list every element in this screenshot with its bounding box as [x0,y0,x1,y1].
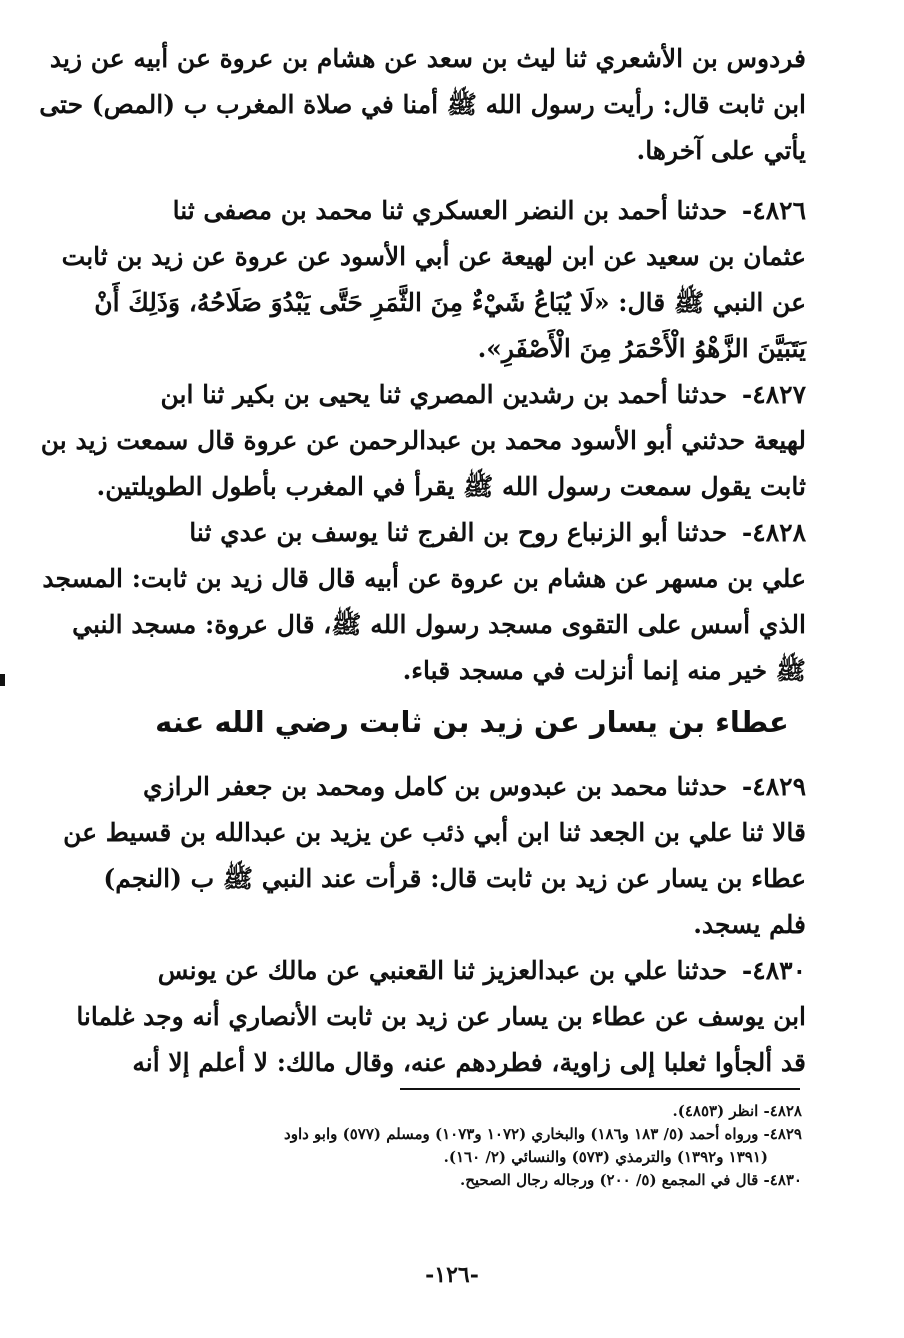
text-line: الذي أسس على التقوى مسجد رسول الله ﷺ، قال عروة: مسجد النبي [72,610,806,639]
text-line: يأتي على آخرها. [636,136,806,165]
hadith-4828 [42,510,806,694]
text-line [138,188,806,234]
hadith-number: ٤٨٢٦- [741,196,806,225]
hadith-text: حدثنا محمد بن عبدوس بن كامل ومحمد بن جعفر الرازي [142,772,728,801]
page-number: -١٢٦- [425,1262,479,1288]
text-line: عطاء بن يسار عن زيد بن ثابت قال: قرأت عند النبي ﷺ ب (النجم) [103,864,806,893]
text-line: ثابت يقول سمعت رسول الله ﷺ يقرأ في المغرب بأطول الطويلتين. [96,472,806,501]
footnote-4829: ٤٨٢٩- ورواه أحمد (٥/ ١٨٣ و١٨٦) والبخاري (١٠٧٢ و١٠٧٣) ومسلم (٥٧٧) وابو داود [284,1125,802,1143]
text-line [138,372,806,418]
text-line [138,764,806,810]
hadith-text: حدثنا أبو الزنباع روح بن الفرج ثنا يوسف بن عدي ثنا [189,518,728,547]
hadith-4827 [40,372,806,510]
hadith-text: حدثنا علي بن عبدالعزيز ثنا القعنبي عن مالك عن يونس [157,956,728,985]
footnotes [284,1100,802,1192]
paragraph-continued [39,36,806,174]
hadith-number: ٤٨٢٩- [741,772,806,801]
text-line: ابن ثابت قال: رأيت رسول الله ﷺ أمنا في صلاة المغرب ب (المص) حتى [39,90,806,119]
text-line: يَتَبَيَّنَ الزَّهْوُ الْأَحْمَرُ مِنَ الْأَصْفَرِ». [477,334,806,363]
hadith-number: ٤٨٣٠- [741,956,806,985]
text-line: قد ألجأوا ثعلبا إلى زاوية، فطردهم عنه، وقال مالك: لا أعلم إلا أنه [132,1048,806,1077]
hadith-4826 [61,188,806,372]
text-line: قالا ثنا علي بن الجعد ثنا ابن أبي ذئب عن يزيد بن عبدالله بن قسيط عن [63,818,806,847]
hadith-4829 [63,764,806,948]
text-line: لهيعة حدثني أبو الأسود محمد بن عبدالرحمن عن عروة قال سمعت زيد بن [40,426,806,455]
hadith-text: حدثنا أحمد بن رشدين المصري ثنا يحيى بن بكير ثنا ابن [160,380,728,409]
text-line: عثمان بن سعيد عن ابن لهيعة عن أبي الأسود عن عروة عن زيد بن ثابت [61,242,806,271]
text-line: ﷺ خير منه إنما أنزلت في مسجد قباء. [402,656,806,685]
footnote-divider [400,1088,800,1090]
hadith-number: ٤٨٢٧- [741,380,806,409]
hadith-4830 [76,948,806,1086]
footnote-4829-continued: (١٣٩١ و١٣٩٢) والترمذي (٥٧٣) والنسائي (٢/ ١٦٠). [443,1148,768,1166]
main-text [39,36,806,1086]
scan-edge-mark [0,674,5,686]
footnote-4830: ٤٨٣٠- قال في المجمع (٥/ ٢٠٠) ورجاله رجال الصحيح. [459,1171,802,1189]
text-line: فردوس بن الأشعري ثنا ليث بن سعد عن هشام بن عروة عن أبيه عن زيد [49,44,806,73]
hadith-text: حدثنا أحمد بن النضر العسكري ثنا محمد بن مصفى ثنا [172,196,728,225]
section-heading: عطاء بن يسار عن زيد بن ثابت رضي الله عنه [155,705,789,739]
hadith-number: ٤٨٢٨- [741,518,806,547]
text-line [138,510,806,556]
text-line [138,948,806,994]
text-line: علي بن مسهر عن هشام بن عروة عن أبيه قال قال زيد بن ثابت: المسجد [42,564,806,593]
text-line: فلم يسجد. [693,910,806,939]
text-line: ابن يوسف عن عطاء بن يسار عن زيد بن ثابت الأنصاري أنه وجد غلمانا [76,1002,806,1031]
text-line: عن النبي ﷺ قال: «لَا يُبَاعُ شَيْءٌ مِنَ الثَّمَرِ حَتَّى يَبْدُوَ صَلَاحُهُ، وَذَلِكَ أَنْ [94,288,806,317]
footnote-4828: ٤٨٢٨- انظر (٤٨٥٣). [672,1102,802,1120]
